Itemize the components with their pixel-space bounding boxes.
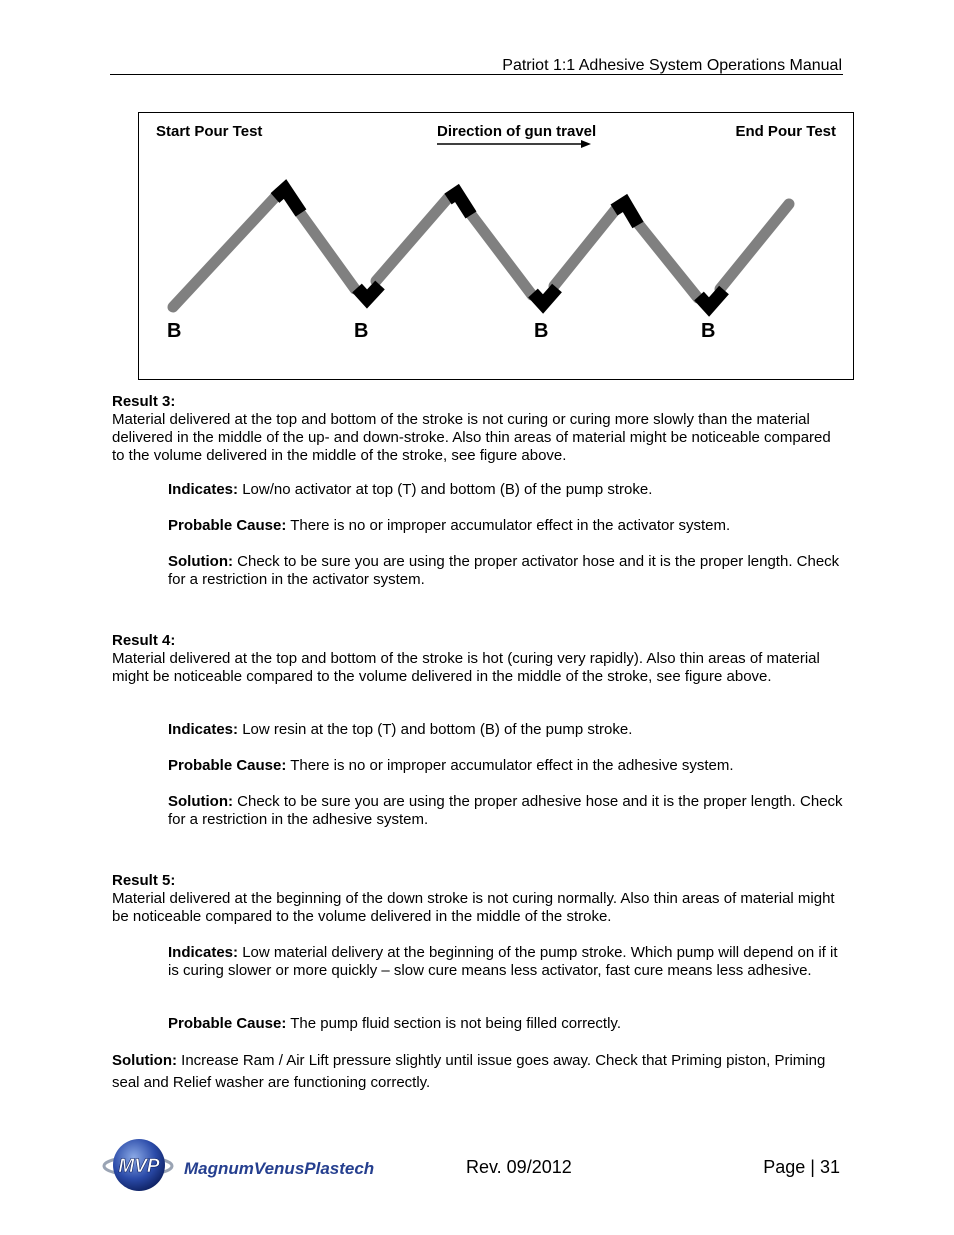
header-title: Patriot 1:1 Adhesive System Operations Manual: [502, 57, 842, 74]
indicates-text: Low resin at the top (T) and bottom (B) of the pump stroke.: [238, 721, 633, 738]
cause-label: Probable Cause:: [168, 517, 287, 534]
stroke-segment: [720, 204, 789, 289]
result-heading: Result 4:: [112, 632, 176, 649]
indicates-text: Low material delivery at the beginning of the pump stroke. Which pump will depend on if it is curing slower or more quickly – slow cure means less activator, fast cure means less adhesive.: [168, 944, 838, 979]
result-3-cause: [168, 517, 848, 535]
logo-company-name: MagnumVenusPlastech: [184, 1159, 375, 1178]
result-4-section: [112, 632, 842, 686]
bottom-turn-mark: [533, 288, 557, 304]
logo-badge-text: MVP: [118, 1156, 160, 1177]
top-turn-mark: [448, 193, 471, 215]
indicates-text: Low/no activator at top (T) and bottom (B) of the pump stroke.: [238, 481, 653, 498]
direction-label: Direction of gun travel: [437, 123, 597, 140]
result-5-indicates: [168, 944, 848, 980]
bottom-marker-label: B: [167, 320, 182, 342]
solution-text: Check to be sure you are using the proper adhesive hose and it is the proper length. Check for a restriction in the adhesive system.: [168, 793, 843, 828]
bottom-marker-label: B: [354, 320, 369, 342]
stroke-segment: [173, 193, 279, 307]
start-pour-test-label: Start Pour Test: [156, 123, 263, 140]
direction-arrow: [437, 140, 591, 148]
result-heading: Result 3:: [112, 393, 176, 410]
end-pour-test-label: End Pour Test: [735, 123, 836, 140]
solution-text: Increase Ram / Air Lift pressure slightly until issue goes away. Check that Priming piston, Priming seal and Relief washer are functioning correctly.: [112, 1052, 826, 1091]
stroke-segment: [376, 198, 448, 281]
cause-text: The pump fluid section is not being filled correctly.: [286, 1015, 621, 1032]
indicates-label: Indicates:: [168, 481, 239, 498]
stroke-segment: [554, 209, 616, 286]
result-4-indicates: [168, 721, 848, 739]
indicates-label: Indicates:: [168, 721, 239, 738]
stroke-segment: [636, 221, 698, 298]
cause-label: Probable Cause:: [168, 1015, 287, 1032]
result-description: Material delivered at the top and bottom of the stroke is hot (curing very rapidly). Also thin areas of material might be noticeable compared to the volume delivered in the middle of the stroke, see figure above.: [112, 650, 820, 685]
solution-label: Solution:: [168, 553, 233, 570]
solution-label: Solution:: [112, 1052, 177, 1069]
revision-date: Rev. 09/2012: [466, 1157, 572, 1177]
stroke-segments: [173, 193, 789, 307]
cause-text: There is no or improper accumulator effect in the activator system.: [286, 517, 731, 534]
bottom-turn-mark: [699, 290, 724, 307]
result-description: Material delivered at the top and bottom of the stroke is not curing or curing more slowly than the material delivered in the middle of the up- and down-stroke. Also thin areas of material might be noticeable compared to the volume delivered in the middle of the stroke, see figure above.: [112, 411, 831, 464]
result-5-cause: [168, 1015, 848, 1033]
cause-text: There is no or improper accumulator effect in the adhesive system.: [286, 757, 734, 774]
cause-label: Probable Cause:: [168, 757, 287, 774]
top-turn-mark: [275, 189, 301, 213]
result-heading: Result 5:: [112, 872, 176, 889]
stroke-segment: [298, 210, 355, 289]
bottom-turn-mark: [357, 285, 380, 299]
solution-text: Check to be sure you are using the proper activator hose and it is the proper length. Check for a restriction in the activator system.: [168, 553, 840, 588]
result-4-cause: [168, 757, 848, 775]
header-rule: [110, 74, 843, 75]
result-3-solution: [168, 553, 848, 589]
mvp-logo-icon: [102, 1134, 392, 1198]
company-logo: [102, 1134, 392, 1203]
result-3-section: [112, 393, 842, 465]
result-3-indicates: [168, 481, 848, 499]
bottom-marker-label: B: [701, 320, 716, 342]
result-5-section: [112, 872, 842, 926]
solution-label: Solution:: [168, 793, 233, 810]
zigzag-diagram: [139, 113, 855, 381]
stroke-segment: [470, 213, 532, 295]
result-description: Material delivered at the beginning of the down stroke is not curing normally. Also thin areas of material might be noticeable compared to the volume delivered in the middle of the stroke.: [112, 890, 835, 925]
bottom-marker-label: B: [534, 320, 549, 342]
page-number: Page | 31: [763, 1157, 840, 1177]
top-turn-mark: [614, 203, 638, 225]
indicates-label: Indicates:: [168, 944, 239, 961]
result-4-solution: [168, 793, 848, 829]
result-5-solution: [112, 1050, 852, 1094]
pour-test-figure: [138, 112, 854, 380]
